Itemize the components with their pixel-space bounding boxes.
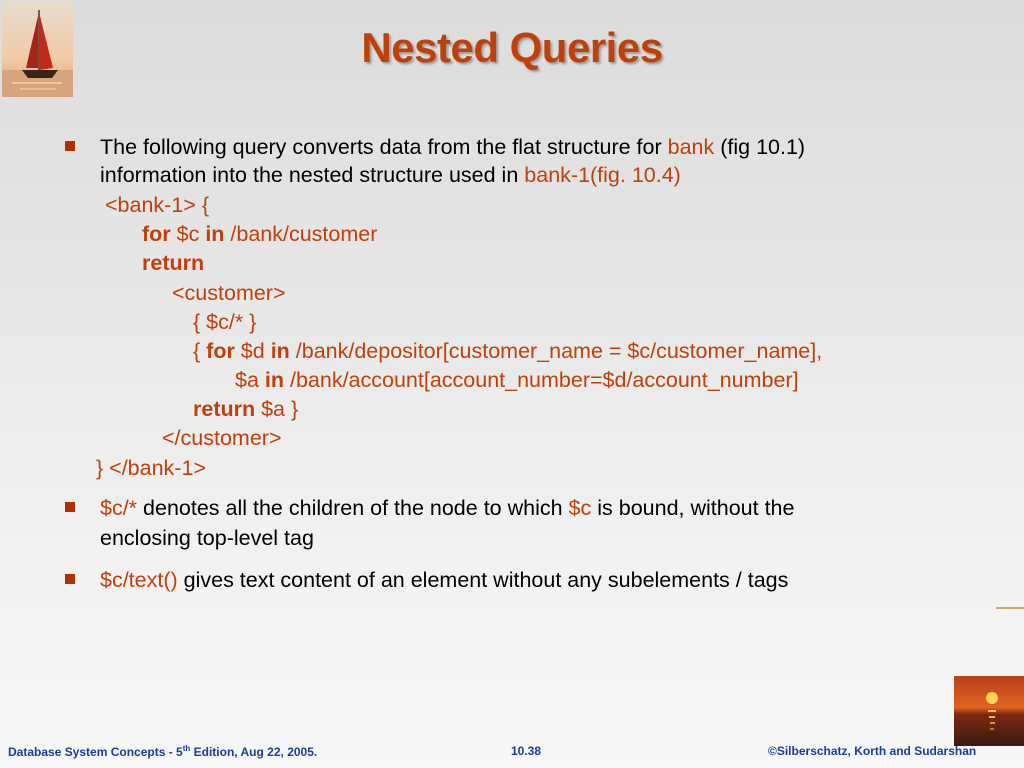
code-line-5: { $c/* } (193, 310, 257, 334)
bullet3-line1: $c/text() gives text content of an element without any subelements / tags (100, 568, 789, 592)
bullet2-line1: $c/* denotes all the children of the node to which $c is bound, without the (100, 496, 795, 520)
bullet2-line2: enclosing top-level tag (100, 526, 314, 550)
code-line-9: </customer> (162, 426, 282, 450)
code-line-8: return $a } (193, 397, 299, 421)
footer-right: ©Silberschatz, Korth and Sudarshan (768, 744, 977, 758)
bullet-marker (65, 141, 75, 151)
footer-left: Database System Concepts - 5th Edition, Aug 22, 2005. (8, 744, 318, 759)
code-line-1: <bank-1> { (105, 193, 210, 217)
code-line-10: } </bank-1> (96, 456, 206, 480)
bullet1-line1: The following query converts data from the flat structure for bank (fig 10.1) (100, 135, 806, 159)
footer-page-number: 10.38 (511, 744, 542, 758)
bullet-marker (65, 574, 75, 584)
code-line-3: return (142, 251, 205, 275)
code-line-7: $a in /bank/account[account_number=$d/account_number] (235, 368, 799, 392)
decorative-rule (996, 607, 1024, 609)
code-line-6: { for $d in /bank/depositor[customer_name = $c/customer_name], (193, 339, 823, 363)
code-line-2: for $c in /bank/customer (142, 222, 378, 246)
code-line-4: <customer> (172, 281, 286, 305)
bullet-marker (65, 502, 75, 512)
page-title: Nested Queries (361, 24, 663, 71)
sunset-logo (954, 676, 1024, 746)
bullet1-line2: information into the nested structure used in bank-1(fig. 10.4) (100, 163, 681, 187)
